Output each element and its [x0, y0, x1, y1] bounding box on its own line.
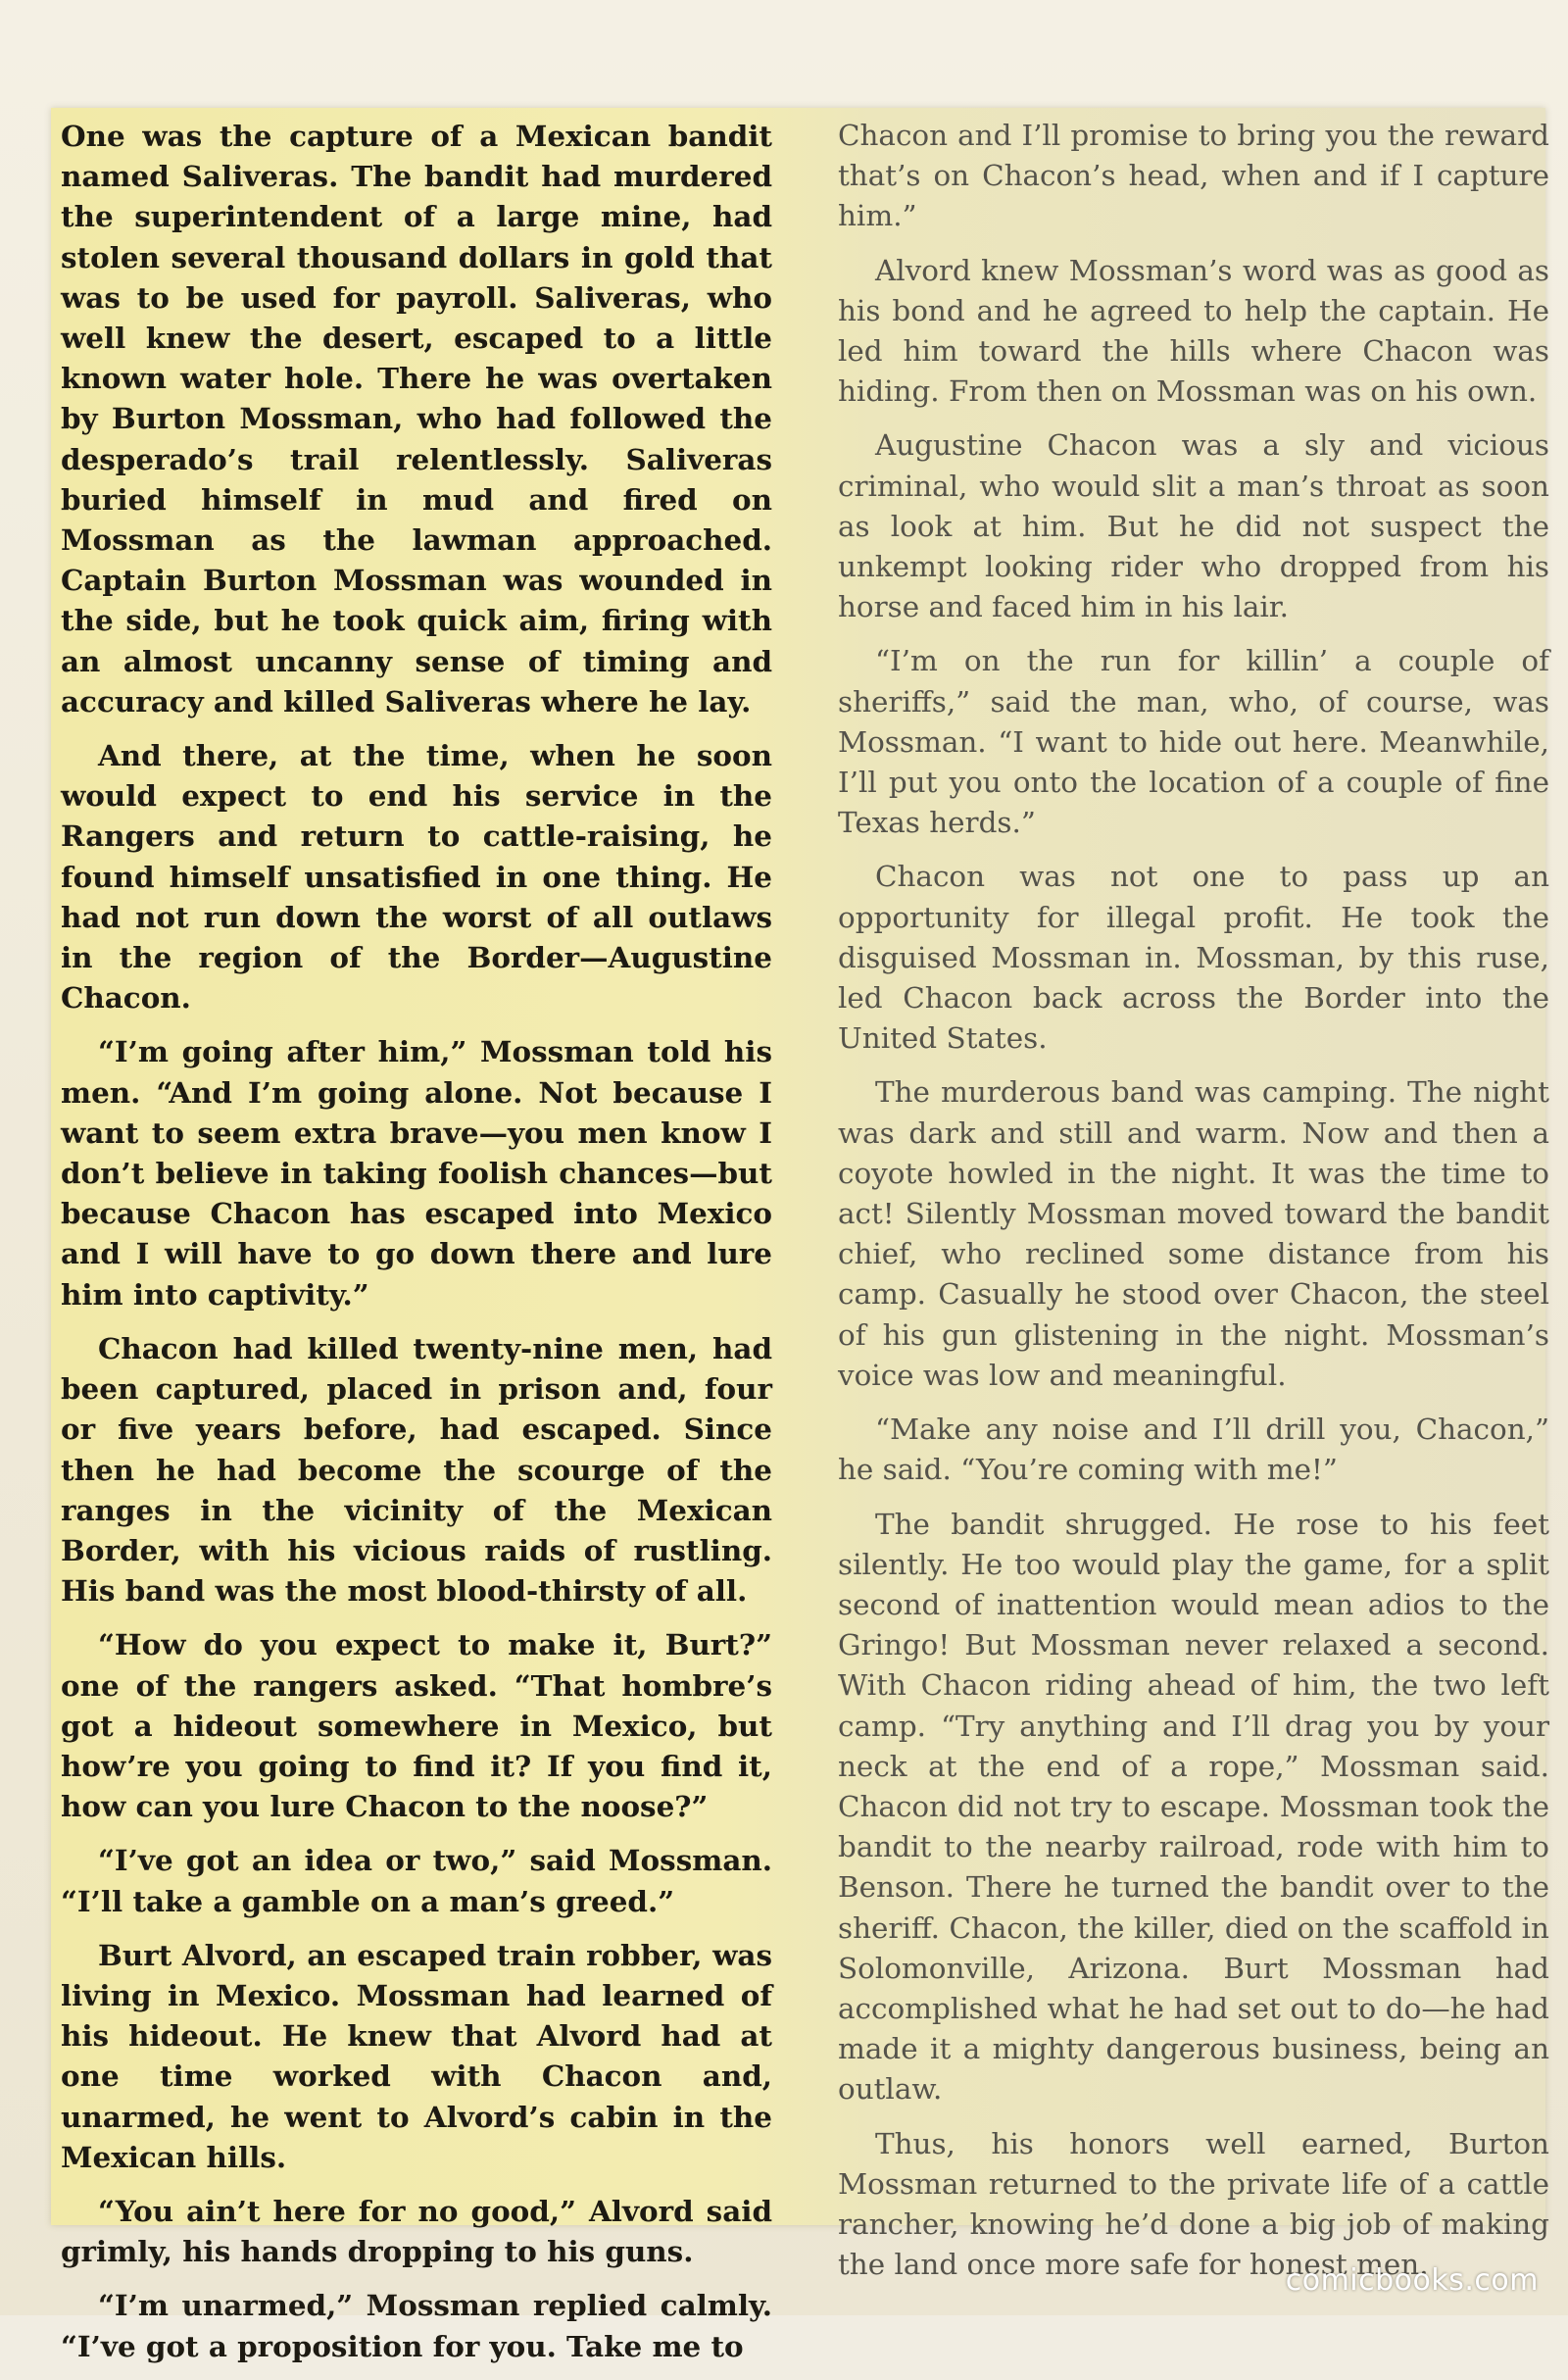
paragraph: “Make any noise and I’ll drill you, Chacon,” he said. “You’re coming with me!” — [838, 1413, 1549, 1487]
paragraph: And there, at the time, when he soon would expect to end his service in the Rangers and return to cattle-raising, he found himself unsatisfied in one thing. He had not run down the worst of all outlaws in the region of the Border—Augustine Chacon. — [61, 738, 772, 1016]
paragraph: Chacon was not one to pass up an opportunity for illegal profit. He took the disguised Mossman in. Mossman, by this ruse, led Chacon back across the Border into the United States. — [838, 860, 1549, 1056]
paragraph: “You ain’t here for no good,” Alvord said grimly, his hands dropping to his guns. — [61, 2193, 772, 2269]
left-text-column — [61, 116, 772, 2380]
paragraph: Thus, his honors well earned, Burton Mossman returned to the private life of a cattle rancher, knowing he’d done a big job of making the land once more safe for honest men. — [838, 2126, 1549, 2282]
paragraph: One was the capture of a Mexican bandit named Saliveras. The bandit had murdered the superintendent of a large mine, had stolen several thousand dollars in gold that was to be used for payroll. Saliveras, who well knew the desert, escaped to a little known water hole. There he was overtaken by Burton Mossman, who had followed the desperado’s trail relentlessly. Saliveras buried himself in mud and fired on Mossman as the lawman approached. Captain Burton Mossman was wounded in the side, but he took quick aim, firing with an almost uncanny sense of timing and accuracy and killed Saliveras where he lay. — [61, 119, 772, 719]
paragraph: Chacon had killed twenty-nine men, had been captured, placed in prison and, four or five years before, had escaped. Since then he had become the scourge of the ranges in the vicinity of the Mexican Border, with his vicious raids of rustling. His band was the most blood-thirsty of all. — [61, 1330, 772, 1609]
paragraph: Alvord knew Mossman’s word was as good as his bond and he agreed to help the captain. He led him toward the hills where Chacon was hiding. From then on Mossman was on his own. — [838, 253, 1549, 409]
paragraph: Augustine Chacon was a sly and vicious criminal, who would slit a man’s throat as soon as look at him. But he did not suspect the unkempt looking rider who dropped from his horse and faced him in his lair. — [838, 428, 1549, 624]
right-text-column — [838, 116, 1549, 2299]
paragraph: “I’m on the run for killin’ a couple of sheriffs,” said the man, who, of course, was Mossman. “I want to hide out here. Meanwhile, I’ll put you onto the location of a couple of fine Texas herds.” — [838, 644, 1549, 840]
paragraph: The bandit shrugged. He rose to his feet silently. He too would play the game, for a split second of inattention would mean adios to the Gringo! But Mossman never relaxed a second. With Chacon riding ahead of him, the two left camp. “Try anything and I’ll drag you by your neck at the end of a rope,” Mossman said. Chacon did not try to escape. Mossman took the bandit to the nearby railroad, rode with him to Benson. There he turned the bandit over to the sheriff. Chacon, the killer, died on the scaffold in Solomonville, Arizona. Burt Mossman had accomplished what he had set out to do—he had made it a mighty dangerous business, being an outlaw. — [838, 1507, 1549, 2107]
paragraph: “I’m unarmed,” Mossman replied calmly. “I’ve got a proposition for you. Take me to — [61, 2288, 772, 2363]
paragraph: Chacon and I’ll promise to bring you the reward that’s on Chacon’s head, when and if I capture him.” — [838, 119, 1549, 233]
paragraph: “How do you expect to make it, Burt?” one of the rangers asked. “That hombre’s got a hideout somewhere in Mexico, but how’re you going to find it? If you find it, how can you lure Chacon to the noose?” — [61, 1627, 772, 1824]
paragraph: The murderous band was camping. The night was dark and still and warm. Now and then a coyote howled in the night. It was the time to act! Silently Mossman moved toward the bandit chief, who reclined some distance from his camp. Casually he stood over Chacon, the steel of his gun glistening in the night. Mossman’s voice was low and meaningful. — [838, 1075, 1549, 1392]
site-watermark: comicbooks.com — [1285, 2263, 1539, 2298]
paragraph: Burt Alvord, an escaped train robber, was living in Mexico. Mossman had learned of his hideout. He knew that Alvord had at one time worked with Chacon and, unarmed, he went to Alvord’s cabin in the Mexican hills. — [61, 1937, 772, 2174]
paragraph: “I’m going after him,” Mossman told his men. “And I’m going alone. Not because I want to seem extra brave—you men know I don’t believe in taking foolish chances—but because Chacon has escaped into Mexico and I will have to go down there and lure him into captivity.” — [61, 1034, 772, 1312]
paragraph: “I’ve got an idea or two,” said Mossman. “I’ll take a gamble on a man’s greed.” — [61, 1843, 772, 1918]
